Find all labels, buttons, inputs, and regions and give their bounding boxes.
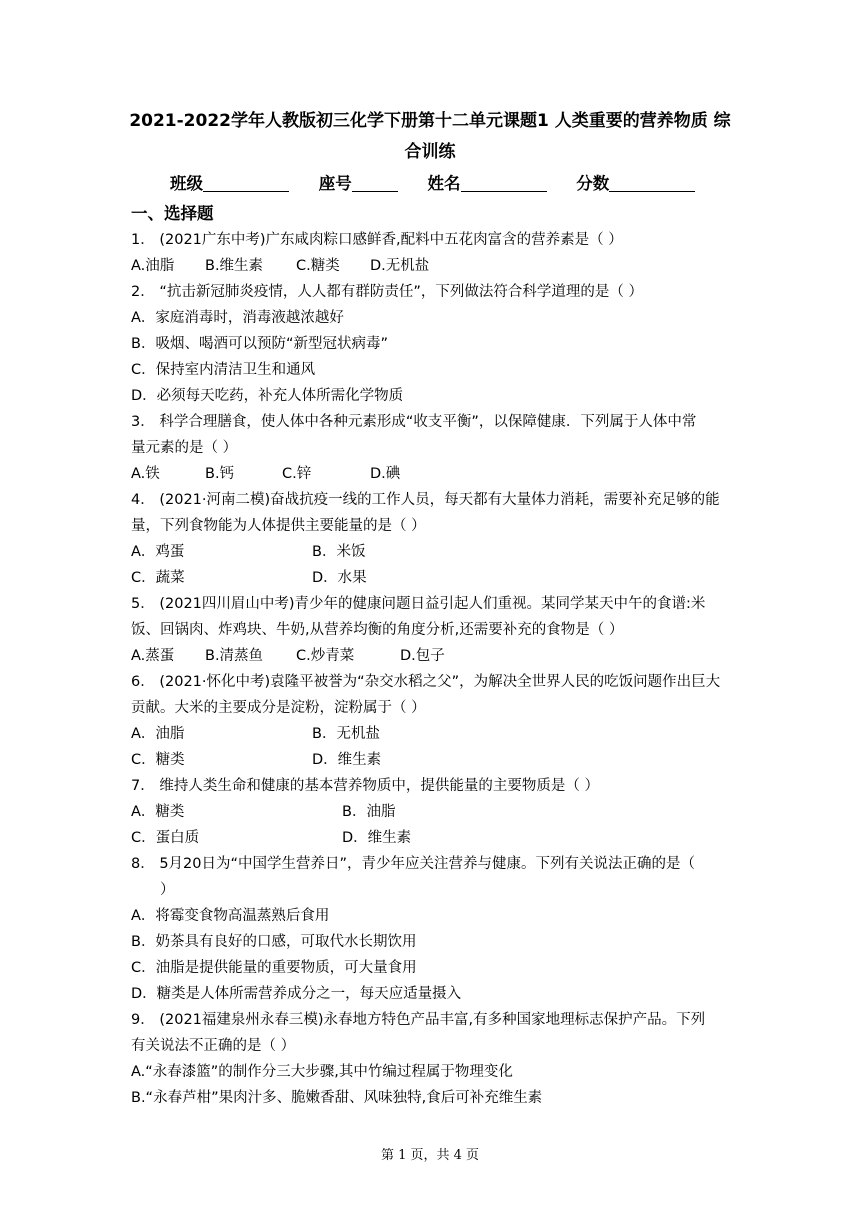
class-field[interactable] — [170, 170, 289, 194]
title-line-2: 合训练 — [404, 142, 456, 162]
q5-stem-line-1: 5． (2021四川眉山中考)青少年的健康问题日益引起人们重视。某同学某天中午的食谱:米 — [131, 596, 706, 612]
q6-stem-line-2: 贡献。大米的主要成分是淀粉，淀粉属于（ ） — [131, 700, 426, 716]
q1-option-a: A.油脂 — [131, 258, 175, 274]
q5-stem-line-2: 饭、回锅肉、炸鸡块、牛奶,从营养均衡的角度分析,还需要补充的食物是（ ） — [131, 622, 624, 638]
q9-stem-line-1: 9． (2021福建泉州永春三模)永春地方特色产品丰富,有多种国家地理标志保护产品。下列 — [131, 1012, 706, 1028]
score-label: 分数 — [576, 174, 610, 193]
score-blank[interactable] — [609, 173, 695, 192]
q7-option-b: B．油脂 — [342, 804, 396, 820]
student-info-row — [170, 170, 719, 194]
seat-label: 座号 — [318, 174, 352, 193]
q6-option-d: D．维生素 — [312, 752, 382, 768]
q9-option-b: B.“永春芦柑”果肉汁多、脆嫩香甜、风味独特,食后可补充维生素 — [131, 1090, 543, 1106]
q7-option-d: D．维生素 — [342, 830, 412, 846]
q6-option-a: A．油脂 — [131, 726, 185, 742]
name-blank[interactable] — [461, 173, 547, 192]
seat-field[interactable] — [319, 170, 398, 194]
q1-option-c: C.糖类 — [296, 258, 340, 274]
q2-stem: 2． “抗击新冠肺炎疫情，人人都有群防责任”，下列做法符合科学道理的是（ ） — [131, 284, 643, 300]
q4-option-a: A．鸡蛋 — [131, 544, 185, 560]
q8-option-d: D．糖类是人体所需营养成分之一，每天应适量摄入 — [131, 986, 462, 1002]
q6-option-c: C．糖类 — [131, 752, 185, 768]
q8-option-b: B．奶茶具有良好的口感，可取代水长期饮用 — [131, 934, 417, 950]
q5-option-a: A.蒸蛋 — [131, 648, 175, 664]
q9-stem-line-2: 有关说法不正确的是（ ） — [131, 1038, 296, 1054]
name-label: 姓名 — [427, 174, 461, 193]
q4-option-c: C．蔬菜 — [131, 570, 185, 586]
q2-option-a: A．家庭消毒时，消毒液越浓越好 — [131, 310, 344, 326]
q8-stem-line-1: 8． 5月20日为“中国学生营养日”，青少年应关注营养与健康。下列有关说法正确的是（ — [131, 856, 696, 872]
q7-stem: 7． 维持人类生命和健康的基本营养物质中，提供能量的主要物质是（ ） — [131, 778, 599, 794]
q1-option-d: D.无机盐 — [370, 258, 430, 274]
q6-stem-line-1: 6． (2021·怀化中考)袁隆平被誉为“杂交水稻之父”，为解决全世界人民的吃饭问题作出巨大 — [131, 674, 721, 690]
q7-option-c: C．蛋白质 — [131, 830, 200, 846]
q4-stem-line-2: 量，下列食物能为人体提供主要能量的是（ ） — [131, 518, 426, 534]
name-field[interactable] — [428, 170, 547, 194]
section-heading: 一、选择题 — [131, 204, 214, 223]
q3-option-a: A.铁 — [131, 466, 160, 482]
q6-option-b: B．无机盐 — [312, 726, 380, 742]
q4-option-b: B．米饭 — [312, 544, 366, 560]
page-footer: 第 1 页，共 4 页 — [380, 1148, 480, 1163]
title-line-1: 2021-2022学年人教版初三化学下册第十二单元课题1 人类重要的营养物质 综 — [129, 111, 731, 131]
class-blank[interactable] — [203, 173, 289, 192]
q3-stem-line-2: 量元素的是（ ） — [131, 440, 238, 456]
q4-stem-line-1: 4． (2021·河南二模)奋战抗疫一线的工作人员，每天都有大量体力消耗，需要补充足够的能 — [131, 492, 720, 508]
q3-stem-line-1: 3． 科学合理膳食，使人体中各种元素形成“收支平衡”，以保障健康．下列属于人体中常 — [131, 414, 697, 430]
q3-option-c: C.锌 — [282, 466, 312, 482]
q3-option-b: B.钙 — [205, 466, 235, 482]
q2-option-b: B．吸烟、喝酒可以预防“新型冠状病毒” — [131, 336, 388, 352]
seat-blank[interactable] — [352, 173, 398, 192]
score-field[interactable] — [576, 170, 695, 194]
q1-option-b: B.维生素 — [205, 258, 264, 274]
q8-option-a: A．将霉变食物高温蒸熟后食用 — [131, 908, 330, 924]
q1-stem: 1． (2021广东中考)广东咸肉粽口感鲜香,配料中五花肉富含的营养素是（ ） — [131, 232, 623, 248]
q8-stem-line-2: ） — [160, 882, 175, 898]
q2-option-c: C．保持室内清洁卫生和通风 — [131, 362, 316, 378]
q7-option-a: A．糖类 — [131, 804, 185, 820]
q5-option-d: D.包子 — [400, 648, 445, 664]
q8-option-c: C．油脂是提供能量的重要物质，可大量食用 — [131, 960, 417, 976]
class-label: 班级 — [170, 174, 203, 193]
q4-option-d: D．水果 — [312, 570, 367, 586]
q3-option-d: D.碘 — [370, 466, 401, 482]
q5-option-b: B.清蒸鱼 — [205, 648, 264, 664]
q2-option-d: D．必须每天吃药，补充人体所需化学物质 — [131, 388, 404, 404]
q9-option-a: A.“永春漆篮”的制作分三大步骤,其中竹编过程属于物理变化 — [131, 1064, 513, 1080]
document-title — [118, 106, 742, 168]
q5-option-c: C.炒青菜 — [296, 648, 355, 664]
